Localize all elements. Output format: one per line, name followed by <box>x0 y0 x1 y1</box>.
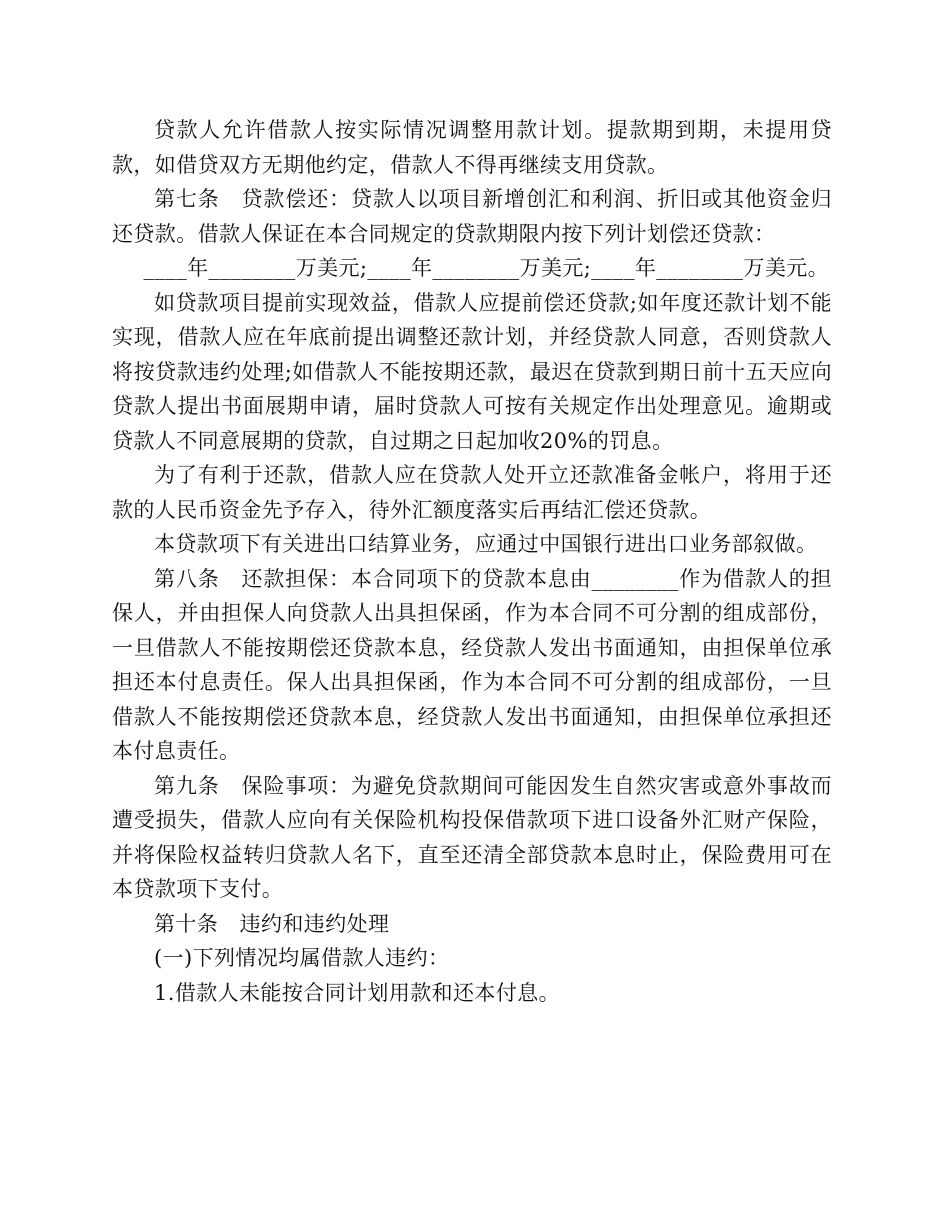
document-body <box>112 113 832 1010</box>
paragraph-article-10-heading: 第十条 违约和违约处理 <box>154 911 390 936</box>
paragraph-drawdown-adjustment: 贷款人允许借款人按实际情况调整用款计划。提款期到期，未提用贷款，如借贷双方无期他约定，借款人不得再继续支用贷款。 <box>112 118 832 177</box>
paragraph-repayment-schedule: ____年________万美元;____年________万美元;____年________万美元。 <box>143 256 830 280</box>
paragraph-early-repayment: 如贷款项目提前实现效益，借款人应提前偿还贷款;如年度还款计划不能实现，借款人应在年底前提出调整还款计划，并经贷款人同意，否则贷款人将按贷款违约处理;如借款人不能按期还款，最迟在贷款到期日前十五天应向贷款人提出书面展期申请，届时贷款人可按有关规定作出处理意见。逾期或贷款人不同意展期的贷款，自过期之日起加收20%的罚息。 <box>112 290 832 453</box>
paragraph-article-8-guarantee: 第八条 还款担保：本合同项下的贷款本息由________作为借款人的担保人，并由担保人向贷款人出具担保函，作为本合同不可分割的组成部份，一旦借款人不能按期偿还贷款本息，经贷款人发出书面通知，由担保单位承担还本付息责任。保人出具担保函，作为本合同不可分割的组成部份，一旦借款人不能按期偿还贷款本息，经贷款人发出书面通知，由担保单位承担还本付息责任。 <box>112 566 832 763</box>
paragraph-default-item-1: 1.借款人未能按合同计划用款和还本付息。 <box>154 980 561 1005</box>
paragraph-default-cases: (一)下列情况均属借款人违约： <box>154 946 450 970</box>
paragraph-article-9-insurance: 第九条 保险事项：为避免贷款期间可能因发生自然灾害或意外事故而遭受损失，借款人应向有关保险机构投保借款项下进口设备外汇财产保险，并将保险权益转归贷款人名下，直至还清全部贷款本息时止，保险费用可在本贷款项下支付。 <box>112 773 832 901</box>
paragraph-settlement: 本贷款项下有关进出口结算业务，应通过中国银行进出口业务部叙做。 <box>154 532 818 556</box>
paragraph-article-7-repayment: 第七条 贷款偿还：贷款人以项目新增创汇和利润、折旧或其他资金归还贷款。借款人保证在本合同规定的贷款期限内按下列计划偿还贷款： <box>112 187 832 246</box>
paragraph-reserve-account: 为了有利于还款，借款人应在贷款人处开立还款准备金帐户，将用于还款的人民币资金先予存入，待外汇额度落实后再结汇偿还贷款。 <box>112 463 832 522</box>
